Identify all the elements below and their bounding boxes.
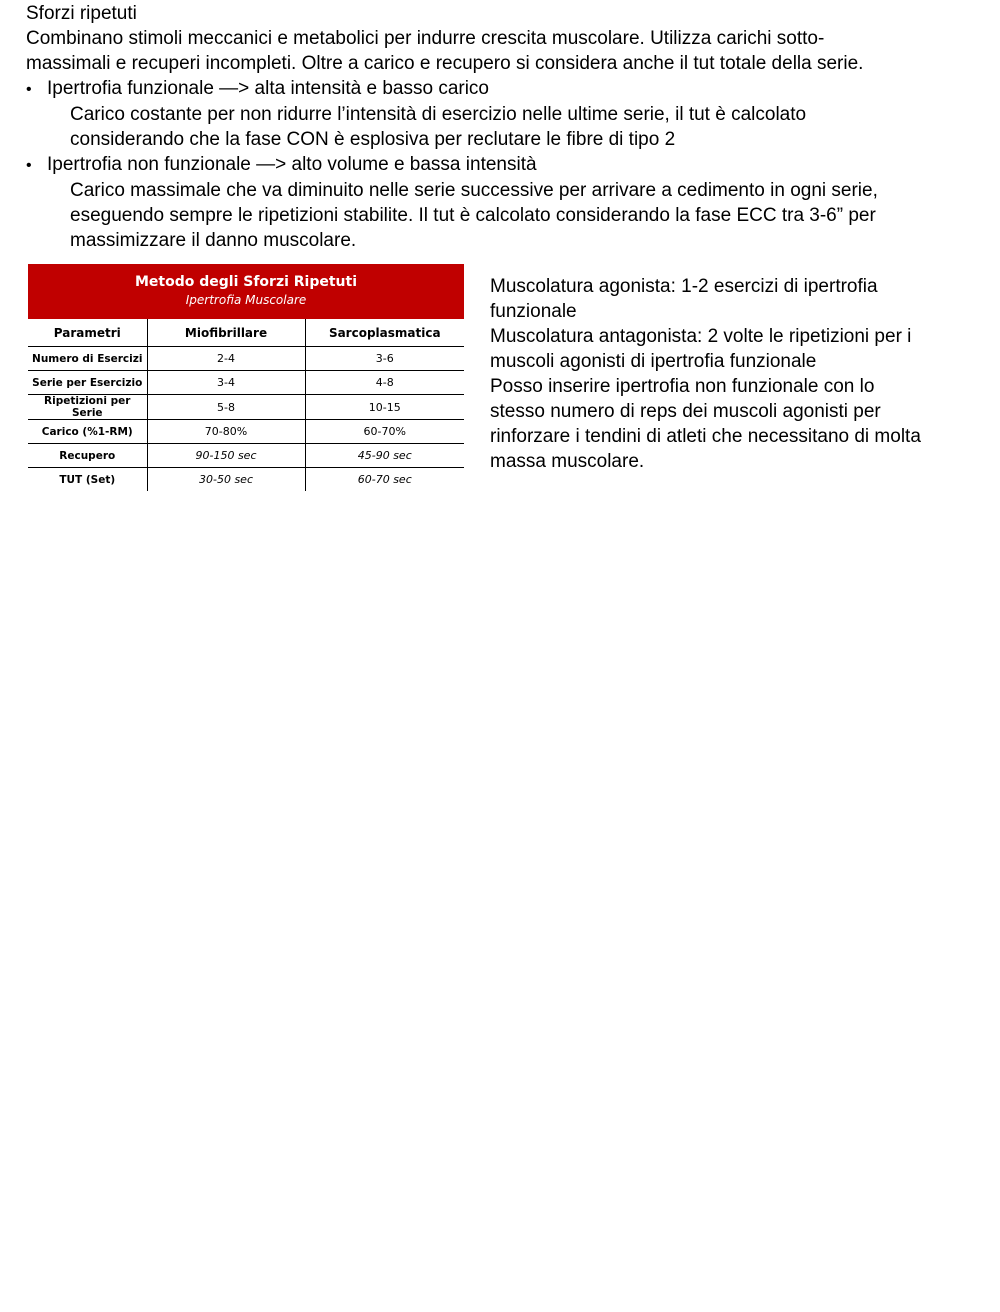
column-header: Miofibrillare bbox=[147, 319, 305, 347]
row-label: Carico (%1-RM) bbox=[28, 420, 147, 444]
table-cell: 5-8 bbox=[147, 395, 305, 420]
table-header-row bbox=[28, 319, 464, 347]
bullet-marker: • bbox=[26, 81, 32, 98]
table-cell: 2-4 bbox=[147, 347, 305, 371]
row-label: Recupero bbox=[28, 444, 147, 468]
table-cell: 70-80% bbox=[147, 420, 305, 444]
intro-line: massimali e recuperi incompleti. Oltre a carico e recupero si considera anche il tut totale della serie. bbox=[26, 53, 864, 74]
bullet-text-line: massimizzare il danno muscolare. bbox=[70, 230, 357, 251]
table-row bbox=[28, 395, 464, 420]
table-subtitle: Ipertrofia Muscolare bbox=[185, 293, 307, 307]
side-note-line: funzionale bbox=[490, 301, 577, 322]
table-row bbox=[28, 371, 464, 395]
bullet-heading: Ipertrofia funzionale —> alta intensità e basso carico bbox=[47, 78, 490, 99]
parameters-table-figure bbox=[28, 264, 464, 491]
table-cell: 60-70% bbox=[305, 420, 464, 444]
bullet-text-line: eseguendo sempre le ripetizioni stabilite. Il tut è calcolato considerando la fase ECC tra 3-6” per bbox=[70, 205, 876, 226]
row-label: TUT (Set) bbox=[59, 473, 116, 486]
bullet-item bbox=[26, 76, 976, 102]
table-row bbox=[28, 444, 464, 468]
table-row bbox=[28, 347, 464, 371]
table-cell: 10-15 bbox=[305, 395, 464, 420]
table-cell: 30-50 sec bbox=[147, 468, 305, 492]
table-row bbox=[28, 420, 464, 444]
column-header: Sarcoplasmatica bbox=[305, 319, 464, 347]
table-cell: 3-4 bbox=[147, 371, 305, 395]
document-body bbox=[26, 0, 976, 253]
table-title: Metodo degli Sforzi Ripetuti bbox=[134, 274, 358, 290]
side-note-line: stesso numero di reps dei muscoli agonisti per bbox=[490, 401, 881, 422]
side-note-line: Muscolatura agonista: 1-2 esercizi di ipertrofia bbox=[490, 276, 878, 297]
table-cell: 4-8 bbox=[305, 371, 464, 395]
side-note-line: Posso inserire ipertrofia non funzionale con lo bbox=[490, 376, 875, 397]
side-notes bbox=[490, 274, 980, 474]
table-cell: 90-150 sec bbox=[147, 444, 305, 468]
table-cell: 3-6 bbox=[305, 347, 464, 371]
row-label: Serie per Esercizio bbox=[28, 371, 147, 395]
side-note-line: muscoli agonisti di ipertrofia funzionale bbox=[490, 351, 817, 372]
bullet-marker: • bbox=[26, 157, 32, 174]
bullet-text-line: Carico massimale che va diminuito nelle serie successive per arrivare a cedimento in ogni serie, bbox=[70, 180, 878, 201]
table-cell: 45-90 sec bbox=[305, 444, 464, 468]
bullet-item bbox=[26, 152, 976, 178]
side-note-line: rinforzare i tendini di atleti che necessitano di molta bbox=[490, 426, 921, 447]
parameters-table bbox=[28, 319, 464, 491]
row-label: Numero di Esercizi bbox=[28, 347, 147, 371]
side-note-line: massa muscolare. bbox=[490, 451, 645, 472]
bullet-heading: Ipertrofia non funzionale —> alto volume e bassa intensità bbox=[47, 154, 537, 175]
bullet-text-line: considerando che la fase CON è esplosiva per reclutare le fibre di tipo 2 bbox=[70, 129, 676, 150]
page-title: Sforzi ripetuti bbox=[26, 3, 137, 24]
table-row bbox=[28, 468, 464, 492]
side-note-line: Muscolatura antagonista: 2 volte le ripetizioni per i bbox=[490, 326, 912, 347]
bullet-text-line: Carico costante per non ridurre l’intensità di esercizio nelle ultime serie, il tut è calcolato bbox=[70, 104, 807, 125]
row-label: Ripetizioni per Serie bbox=[28, 395, 147, 420]
table-cell: 60-70 sec bbox=[305, 468, 464, 492]
column-header: Parametri bbox=[28, 319, 147, 347]
table-header-band bbox=[28, 264, 464, 319]
intro-line: Combinano stimoli meccanici e metabolici per indurre crescita muscolare. Utilizza carichi sotto- bbox=[26, 28, 825, 49]
